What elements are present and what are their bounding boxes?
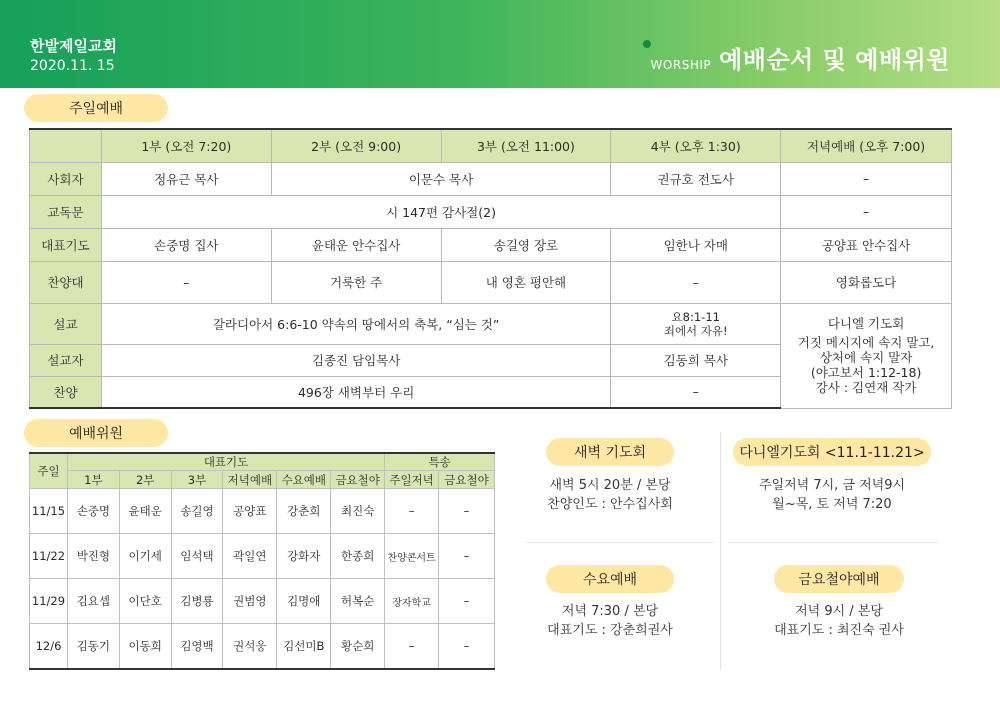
cell: 496장 새벽부터 우리: [101, 376, 610, 408]
wednesday-service-pill: 수요예배: [546, 565, 674, 593]
page-title: 예배순서 및 예배위원: [719, 46, 950, 74]
cell: 곽일연: [223, 534, 277, 579]
evening-line: 강사 : 김연재 작가: [815, 380, 917, 395]
daniel-prayer-pill: 다니엘기도회 <11.1-11.21>: [733, 438, 931, 466]
column-header: 저녁예배 (오후 7:00): [781, 129, 952, 162]
cell: 임한나 자매: [611, 228, 781, 261]
cell: 김동기: [67, 624, 119, 669]
info-line: 대표기도 : 최진숙 권사: [774, 623, 904, 638]
cell: –: [781, 195, 952, 228]
cell: 내 영혼 평안해: [441, 261, 611, 303]
cell: 공양표 안수집사: [781, 228, 952, 261]
cell: 김명애: [277, 579, 331, 624]
cell: 이동희: [119, 624, 171, 669]
cell: 이기세: [119, 534, 171, 579]
divider: [728, 542, 938, 543]
sub-header: 주일저녁: [385, 471, 439, 489]
sub-header: 수요예배: [277, 471, 331, 489]
sermon-ref: 요8:1-11: [671, 309, 720, 324]
sub-header: 금요철야: [439, 471, 495, 489]
divider: [720, 432, 721, 670]
cell: 시 147편 감사절(2): [101, 195, 780, 228]
header-title-group: [651, 40, 950, 75]
dot-icon: [643, 40, 651, 48]
daniel-prayer-info: [733, 476, 931, 514]
row-label: 찬양: [30, 376, 102, 408]
row-label: 찬양대: [30, 261, 102, 303]
table-row: [30, 534, 495, 579]
cell: –: [611, 376, 781, 408]
bulletin-date: 2020.11. 15: [30, 58, 115, 74]
sub-header: 금요철야: [331, 471, 385, 489]
row-label: 대표기도: [30, 228, 102, 261]
week-cell: 11/29: [30, 579, 68, 624]
group-header-prayer: 대표기도: [67, 453, 384, 471]
cell: 송길영 장로: [441, 228, 611, 261]
cell: –: [101, 261, 271, 303]
week-cell: 12/6: [30, 624, 68, 669]
cell: 김선미B: [277, 624, 331, 669]
dawn-prayer-info: [525, 476, 695, 514]
cell: 송길영: [171, 489, 223, 534]
cell: 황순희: [331, 624, 385, 669]
cell: 김요셉: [67, 579, 119, 624]
cell: 윤태운: [119, 489, 171, 534]
sunday-service-table: [29, 128, 952, 409]
cell: 거룩한 주: [271, 261, 441, 303]
cell: 김동희 목사: [611, 344, 781, 376]
cell: –: [439, 579, 495, 624]
committee-pill: 예배위원: [24, 419, 168, 447]
info-line: 월~목, 토 저녁 7:20: [772, 497, 892, 512]
sub-header: 1부: [67, 471, 119, 489]
corner-cell: [30, 129, 102, 162]
sub-header: 3부: [171, 471, 223, 489]
cell: –: [385, 624, 439, 669]
sermon-title: 죄에서 자유!: [663, 323, 728, 338]
info-line: 찬양인도 : 안수집사회: [547, 497, 673, 512]
cell: 이단호: [119, 579, 171, 624]
week-cell: 11/22: [30, 534, 68, 579]
cell: –: [385, 489, 439, 534]
church-name: 한밭제일교회: [30, 37, 117, 55]
cell: 손중명 집사: [101, 228, 271, 261]
cell: –: [439, 624, 495, 669]
cell: 허복순: [331, 579, 385, 624]
cell: 김병룡: [171, 579, 223, 624]
cell: –: [439, 489, 495, 534]
cell: –: [781, 162, 952, 195]
cell: [611, 303, 781, 344]
evening-line: 다니엘 기도회: [827, 316, 905, 331]
cell: 권규호 전도사: [611, 162, 781, 195]
column-header: 3부 (오전 11:00): [441, 129, 611, 162]
table-row: [30, 624, 495, 669]
sub-header: 저녁예배: [223, 471, 277, 489]
row-label: 사회자: [30, 162, 102, 195]
evening-line: 상처에 속지 말자: [819, 350, 913, 365]
divider: [525, 542, 715, 543]
info-line: 저녁 7:30 / 본당: [561, 604, 659, 619]
evening-sermon-cell: [781, 303, 952, 408]
info-line: 주일저녁 7시, 금 저녁9시: [758, 478, 906, 493]
week-cell: 11/15: [30, 489, 68, 534]
committee-table: [29, 452, 495, 670]
column-header: 4부 (오후 1:30): [611, 129, 781, 162]
row-label: 설교자: [30, 344, 102, 376]
cell: –: [439, 534, 495, 579]
cell: 임석택: [171, 534, 223, 579]
worship-label: WORSHIP: [650, 58, 712, 72]
row-label: 교독문: [30, 195, 102, 228]
cell: 권석웅: [223, 624, 277, 669]
info-line: 새벽 5시 20분 / 본당: [549, 478, 671, 493]
group-header-special: 특송: [385, 453, 495, 471]
row-label: 설교: [30, 303, 102, 344]
cell: 한종희: [331, 534, 385, 579]
cell: 김종진 담임목사: [101, 344, 610, 376]
header-banner: [0, 0, 1000, 88]
cell: 김영백: [171, 624, 223, 669]
cell: 강화자: [277, 534, 331, 579]
info-line: 저녁 9시 / 본당: [795, 604, 883, 619]
cell: 장자학교: [385, 579, 439, 624]
cell: 공양표: [223, 489, 277, 534]
info-line: 대표기도 : 강춘희권사: [547, 623, 673, 638]
friday-service-info: [754, 602, 924, 640]
week-header: 주일: [30, 453, 68, 489]
evening-line: 거짓 메시지에 속지 말고,: [797, 335, 935, 350]
cell: 박진형: [67, 534, 119, 579]
cell: 강춘희: [277, 489, 331, 534]
column-header: 1부 (오전 7:20): [101, 129, 271, 162]
cell: 이문수 목사: [271, 162, 611, 195]
cell: 갈라디아서 6:6-10 약속의 땅에서의 축복, “심는 것”: [101, 303, 610, 344]
dawn-prayer-pill: 새벽 기도회: [546, 438, 674, 466]
cell: 손중명: [67, 489, 119, 534]
sunday-service-pill: 주일예배: [24, 94, 168, 122]
table-row: [30, 489, 495, 534]
sub-header: 2부: [119, 471, 171, 489]
column-header: 2부 (오전 9:00): [271, 129, 441, 162]
cell: 정유근 목사: [101, 162, 271, 195]
cell: 최진숙: [331, 489, 385, 534]
cell: 찬양콘서트: [385, 534, 439, 579]
table-row: [30, 579, 495, 624]
cell: 권범영: [223, 579, 277, 624]
evening-line: (야고보서 1:12-18): [810, 365, 922, 380]
wednesday-service-info: [525, 602, 695, 640]
cell: 윤태운 안수집사: [271, 228, 441, 261]
cell: –: [611, 261, 781, 303]
friday-service-pill: 금요철야예배: [774, 565, 904, 593]
cell: 영화롭도다: [781, 261, 952, 303]
